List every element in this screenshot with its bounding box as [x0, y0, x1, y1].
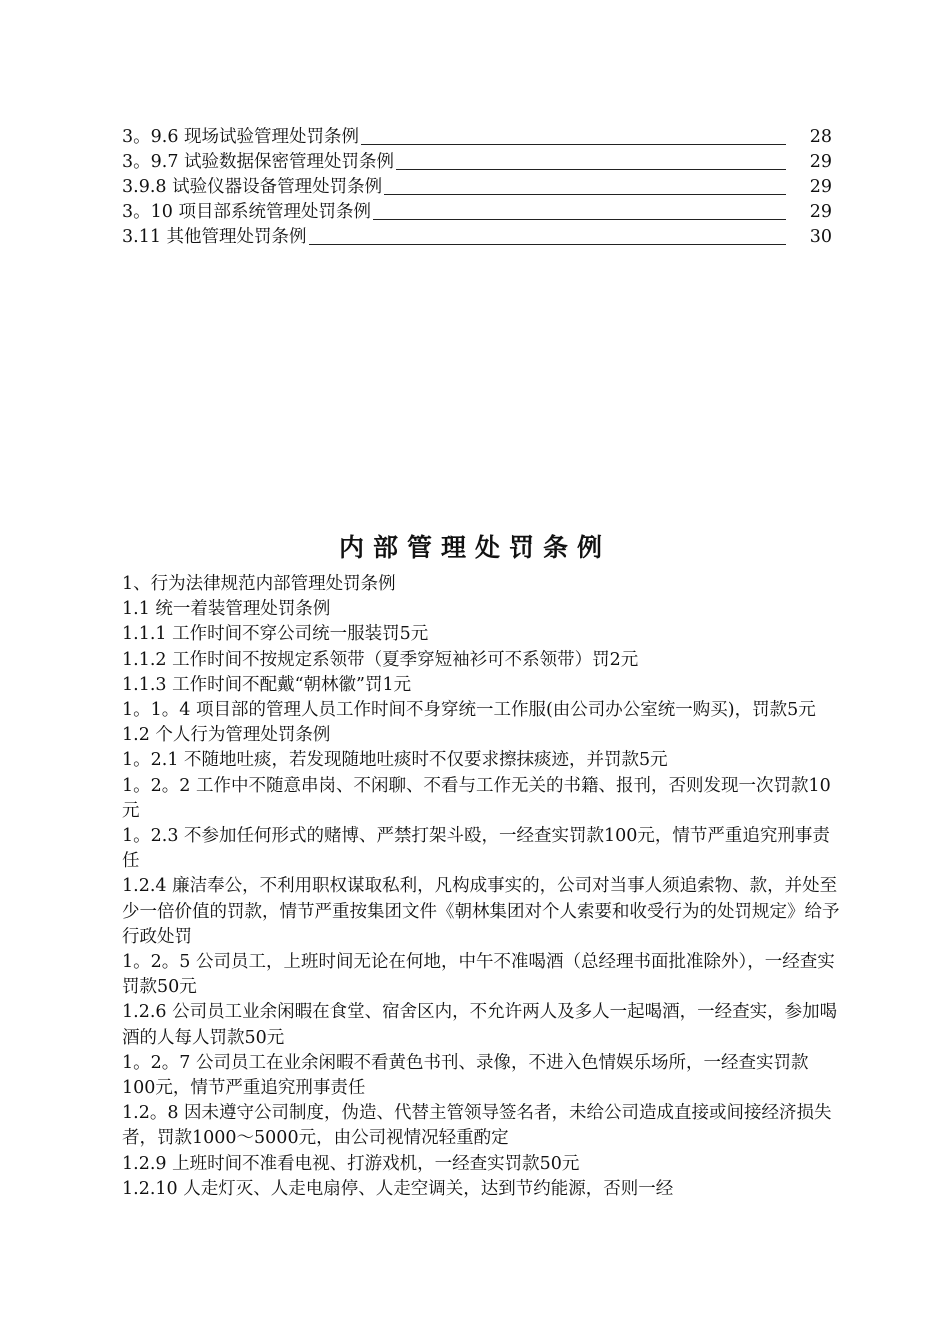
toc-leader-line — [373, 219, 786, 220]
regulation-body — [122, 572, 840, 1202]
toc-entry-page: 30 — [809, 227, 832, 247]
toc-entry[interactable] — [122, 225, 832, 250]
regulation-clause: 1。2。2 工作中不随意串岗、不闲聊、不看与工作无关的书籍、报刊，否则发现一次罚款10元 — [122, 775, 831, 821]
toc-entry[interactable] — [122, 175, 832, 200]
regulation-clause: 1.1.3 工作时间不配戴“朝林徽”罚1元 — [122, 674, 412, 695]
toc-entry-label: 3。9.7 试验数据保密管理处罚条例 — [122, 152, 395, 172]
toc-leader-line — [396, 169, 786, 170]
toc-entry-label: 3.9.8 试验仪器设备管理处罚条例 — [122, 177, 383, 197]
regulation-clause: 1。2.3 不参加任何形式的赌博、严禁打架斗殴，一经查实罚款100元，情节严重追究刑事责任 — [122, 826, 830, 872]
regulation-clause: 1。2。5 公司员工，上班时间无论在何地，中午不准喝酒（总经理书面批准除外），一经查实罚款50元 — [122, 952, 835, 998]
toc-leader-line — [309, 244, 786, 245]
toc-entry-page: 29 — [809, 202, 832, 222]
toc-entry[interactable] — [122, 125, 832, 150]
toc-leader-line — [384, 194, 786, 195]
table-of-contents — [122, 125, 832, 250]
toc-entry-label: 3。10 项目部系统管理处罚条例 — [122, 202, 371, 222]
toc-entry-page: 29 — [809, 152, 832, 172]
subsection-heading: 1.1 统一着装管理处罚条例 — [122, 599, 331, 620]
toc-leader-line — [361, 144, 786, 145]
toc-entry-label: 3。9.6 现场试验管理处罚条例 — [122, 127, 360, 147]
subsection-heading: 1.2 个人行为管理处罚条例 — [122, 725, 331, 746]
regulation-clause: 1.2.10 人走灯灭、人走电扇停、人走空调关，达到节约能源，否则一经 — [122, 1178, 674, 1199]
regulation-clause: 1.2。8 因未遵守公司制度，伪造、代替主管领导签名者，未给公司造成直接或间接经济损失者，罚款1000～5000元，由公司视情况轻重酌定 — [122, 1103, 832, 1149]
toc-entry-page: 28 — [809, 127, 832, 147]
section-heading: 1、行为法律规范内部管理处罚条例 — [122, 574, 396, 594]
document-title: 内部管理处罚条例 — [338, 533, 611, 562]
toc-entry-label: 3.11 其他管理处罚条例 — [122, 227, 307, 247]
toc-entry[interactable] — [122, 200, 832, 225]
regulation-clause: 1.1.1 工作时间不穿公司统一服装罚5元 — [122, 624, 429, 645]
regulation-clause: 1。2。7 公司员工在业余闲暇不看黄色书刊、录像，不进入色情娱乐场所，一经查实罚款100元，情节严重追究刑事责任 — [122, 1052, 809, 1099]
toc-entry-page: 29 — [809, 177, 832, 197]
regulation-clause: 1。1。4 项目部的管理人员工作时间不身穿统一工作服(由公司办公室统一购买)，罚款5元 — [122, 700, 816, 721]
regulation-clause: 1.2.4 廉洁奉公，不利用职权谋取私利，凡构成事实的，公司对当事人须追索物、款，并处至少一倍价值的罚款，情节严重按集团文件《朝林集团对个人索要和收受行为的处罚规定》给予行政处罚 — [122, 876, 840, 947]
regulation-clause: 1。2.1 不随地吐痰，若发现随地吐痰时不仅要求擦抹痰迹，并罚款5元 — [122, 750, 668, 771]
regulation-clause: 1.1.2 工作时间不按规定系领带（夏季穿短袖衫可不系领带）罚2元 — [122, 649, 639, 670]
toc-entry[interactable] — [122, 150, 832, 175]
regulation-clause: 1.2.9 上班时间不准看电视、打游戏机，一经查实罚款50元 — [122, 1153, 580, 1174]
regulation-clause: 1.2.6 公司员工业余闲暇在食堂、宿舍区内，不允许两人及多人一起喝酒，一经查实，参加喝酒的人每人罚款50元 — [122, 1002, 838, 1048]
